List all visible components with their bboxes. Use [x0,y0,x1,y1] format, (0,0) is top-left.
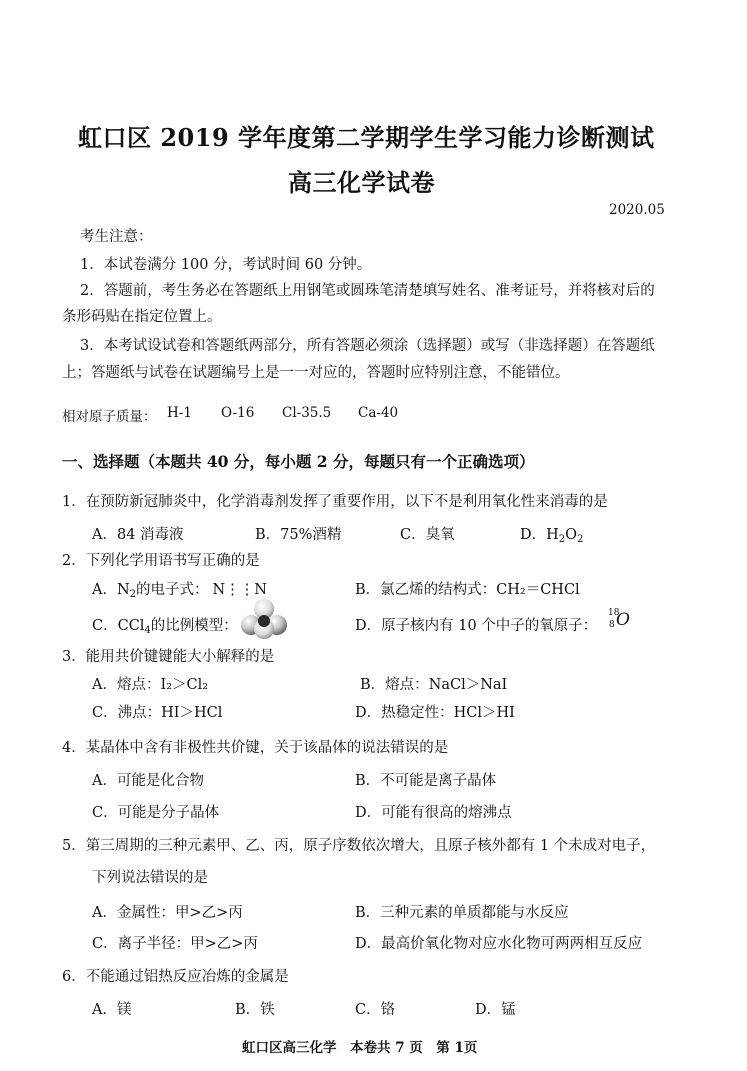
q6-option-b: B．铁 [235,1002,275,1018]
exam-date: 2020.05 [609,202,665,218]
q4-stem: 4．某晶体中含有非极性共价键，关于该晶体的说法错误的是 [62,740,449,756]
q1-option-c: C．臭氧 [400,527,455,543]
q1-option-d: D．$H_2O_2$ [520,527,584,545]
notice-line-2b: 条形码贴在指定位置上。 [62,309,222,325]
q2-option-a: A．$N_2$的电子式： N⋮⋮N [92,582,267,600]
oxygen-18-isotope-symbol: 18 8 O [608,608,630,630]
q6-option-a: A．镁 [92,1002,132,1018]
atomic-mass-h: H-1 [167,405,192,421]
exam-title-line2: 高三化学试卷 [288,168,435,197]
atomic-mass-cl: Cl-35.5 [282,405,332,421]
page-footer: 虹口区高三化学 本卷共 7 页 第 1页 [242,1040,478,1056]
q4-option-b: B．不可能是离子晶体 [355,773,497,789]
q4-option-c: C．可能是分子晶体 [92,805,220,821]
q2-option-d: D．原子核内有 10 个中子的氧原子： [355,618,598,634]
q6-option-c: C．铬 [355,1002,396,1018]
n2-electron-formula: N⋮⋮N [212,582,267,598]
exam-title-line1: 虹口区 2019 学年度第二学期学生学习能力诊断测试 [78,123,655,152]
q3-option-d: D．热稳定性：HCl＞HI [355,705,515,721]
q2-stem: 2．下列化学用语书写正确的是 [62,553,260,569]
q3-stem: 3．能用共价键键能大小解释的是 [62,649,275,665]
notice-heading: 考生注意： [80,229,153,245]
q5-stem-line-1: 5．第三周期的三种元素甲、乙、丙，原子序数依次增大，且原子核外都有 1 个未成对电子， [62,838,656,854]
q4-option-d: D．可能有很高的熔沸点 [355,805,512,821]
q5-option-a: A．金属性：甲>乙>丙 [92,905,243,921]
q5-option-b: B．三种元素的单质都能与水反应 [355,905,569,921]
q5-option-c: C．离子半径：甲>乙>丙 [92,936,258,952]
q5-stem-line-2: 下列说法错误的是 [92,870,208,886]
q6-stem: 6．不能通过铝热反应冶炼的金属是 [62,969,289,985]
atomic-mass-o: O-16 [221,405,255,421]
ccl4-space-filling-model-icon [240,598,288,640]
q2-option-c: C．CCl$_4$的比例模型： [92,618,238,636]
q2-option-b: B．氯乙烯的结构式：CH₂＝CHCl [355,582,580,598]
q6-option-d: D．锰 [475,1002,516,1018]
atomic-mass-label: 相对原子质量： [62,409,157,425]
q3-option-b: B．熔点：NaCl＞NaI [360,677,508,693]
notice-line-3a: 3．本考试设试卷和答题纸两部分，所有答题必须涂（选择题）或写（非选择题）在答题纸 [80,338,655,354]
notice-line-2a: 2．答题前，考生务必在答题纸上用钢笔或圆珠笔清楚填写姓名、准考证号，并将核对后的 [80,283,655,299]
q3-option-a: A．熔点：I₂＞Cl₂ [92,677,209,693]
q3-option-c: C．沸点：HI＞HCl [92,705,223,721]
atomic-mass-ca: Ca-40 [358,405,399,421]
q1-stem: 1．在预防新冠肺炎中，化学消毒剂发挥了重要作用，以下不是利用氧化性来消毒的是 [62,494,608,510]
q4-option-a: A．可能是化合物 [92,773,204,789]
notice-line-3b: 上；答题纸与试卷在试题编号上是一一对应的，答题时应特别注意，不能错位。 [62,365,570,381]
notice-line-1: 1．本试卷满分 100 分，考试时间 60 分钟。 [80,257,372,273]
q5-option-d: D．最高价氧化物对应水化物可两两相互反应 [355,936,643,952]
section-1-heading: 一、选择题（本题共 40 分，每小题 2 分，每题只有一个正确选项） [62,452,535,471]
q1-option-a: A．84 消毒液 [92,527,184,543]
q1-option-b: B．75%酒精 [255,527,342,543]
